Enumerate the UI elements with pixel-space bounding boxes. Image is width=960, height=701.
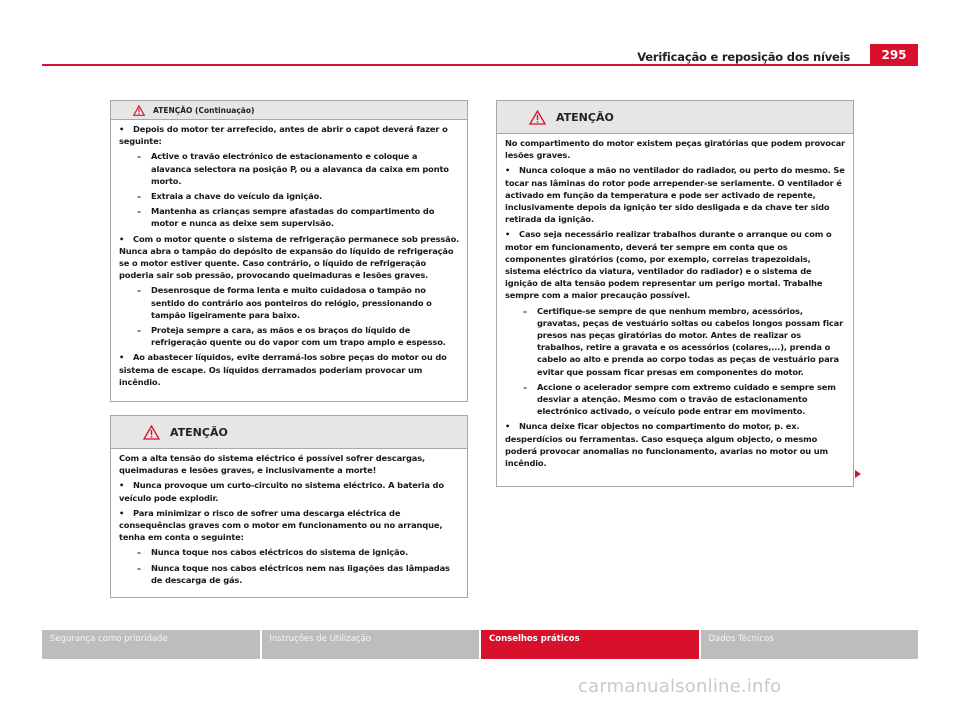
watermark-text: carmanualsonline.info [578,676,782,697]
bullet-item: • Nunca coloque a mão no ventilador do radiador, ou perto do mesmo. Se tocar nas lâminas do rotor pode arrepender-se seriamente. O ventilador é activado em função da temperatura e pode ser activado de repente, inclusivamente depois da ignição ter sido desligada e da chave ter sido retirada da ignição. [505,164,846,225]
page-header-title: Verificação e reposição dos níveis [637,50,850,64]
dash-item: – Certifique-se sempre de que nenhum membro, acessórios, gravatas, peças de vestuário soltas ou cabelos longos possam ficar presos nas peças giratórias do motor. Antes de realizar os trabalhos, retire a gravata e os acessórios (colares,...), prenda o cabelo ao alto e prenda ao corpo todas as peças de vestuário para evitar que possam ficar presas em componentes do motor. [505,305,846,378]
warning-box-header [111,416,467,449]
bullet-item: • Caso seja necessário realizar trabalhos durante o arranque ou com o motor em funcionamento, deverá ter sempre em conta que os componentes giratórios (como, por exemplo, correias trapezoidais, sistema eléctrico da viatura, ventilador do radiador) e o sistema de ignição de alta tensão podem representar um perigo mortal. Trabalhe sempre com a maior precaução possível. [505,228,846,301]
warning-box-continued [110,100,468,402]
warning-box-body [111,120,467,388]
bullet-item: • Depois do motor ter arrefecido, antes de abrir o capot deverá fazer o seguinte: [119,123,460,147]
tab-dados-tecnicos[interactable]: Dados Técnicos [701,630,919,659]
dash-item: – Nunca toque nos cabos eléctricos do sistema de ignição. [119,546,460,558]
tab-conselhos[interactable]: Conselhos práticos [481,630,699,659]
bullet-item: • Nunca deixe ficar objectos no compartimento do motor, p. ex. desperdícios ou ferramentas. Caso esqueça algum objecto, o mesmo poderá provocar anomalias no funcionamento, avarias no motor ou um incêndio. [505,420,846,469]
dash-item: – Nunca toque nos cabos eléctricos nem nas ligações das lâmpadas de descarga de gás. [119,562,460,586]
warning-box-body [497,134,853,469]
page-number: 295 [870,44,918,66]
dash-item: – Mantenha as crianças sempre afastadas do compartimento do motor e nunca as deixe sem supervisão. [119,205,460,229]
warning-triangle-icon [529,110,546,125]
bullet-item: • Para minimizar o risco de sofrer uma descarga eléctrica de consequências graves com o motor em funcionamento ou no arranque, tenha em conta o seguinte: [119,507,460,544]
warning-box-header [111,101,467,120]
dash-item: – Desenrosque de forma lenta e muito cuidadosa o tampão no sentido do contrário aos ponteiros do relógio, pressionando o tampão ligeiramente para baixo. [119,284,460,321]
warning-box-title: ATENÇÃO [556,110,614,124]
header-rule [42,64,918,66]
bullet-item: • Ao abastecer líquidos, evite derramá-los sobre peças do motor ou do sistema de escape. Os líquidos derramados poderiam provocar um incêndio. [119,351,460,388]
dash-item: – Extraia a chave do veículo da ignição. [119,190,460,202]
warning-box-header [497,101,853,134]
dash-item: – Proteja sempre a cara, as mãos e os braços do líquido de refrigeração quente ou do vapor com um trapo amplo e espesso. [119,324,460,348]
tab-instrucoes[interactable]: Instruções de Utilização [262,630,480,659]
warning-box-electrical [110,415,468,598]
warning-box-title: ATENÇÃO (Continuação) [153,105,255,115]
footer-nav [42,630,918,659]
paragraph: Com a alta tensão do sistema eléctrico é possível sofrer descargas, queimaduras e lesões graves, e inclusivamente a morte! [119,453,426,476]
warning-box-title: ATENÇÃO [170,425,228,439]
paragraph: No compartimento do motor existem peças giratórias que podem provocar lesões graves. [505,138,845,161]
continue-arrow-icon [855,470,861,478]
warning-box-rotating-parts [496,100,854,487]
warning-triangle-icon [143,425,160,440]
warning-triangle-icon [133,105,145,116]
warning-box-body [111,449,467,586]
dash-item: – Accione o acelerador sempre com extremo cuidado e sempre sem desviar a atenção. Mesmo com o travão de estacionamento electrónico activado, o veículo pode entrar em movimento. [505,381,846,418]
bullet-item: • Com o motor quente o sistema de refrigeração permanece sob pressão. Nunca abra o tampão do depósito de expansão do líquido de refrigeração se o motor estiver quente. Caso contrário, o líquido de refrigeração poderia sair sob pressão, provocando queimaduras e lesões graves. [119,233,460,282]
bullet-item: • Nunca provoque um curto-circuito no sistema eléctrico. A bateria do veículo pode explodir. [119,479,460,503]
dash-item: – Active o travão electrónico de estacionamento e coloque a alavanca selectora na posição P, ou a alavanca da caixa em ponto morto. [119,150,460,187]
tab-seguranca[interactable]: Segurança como prioridade [42,630,260,659]
